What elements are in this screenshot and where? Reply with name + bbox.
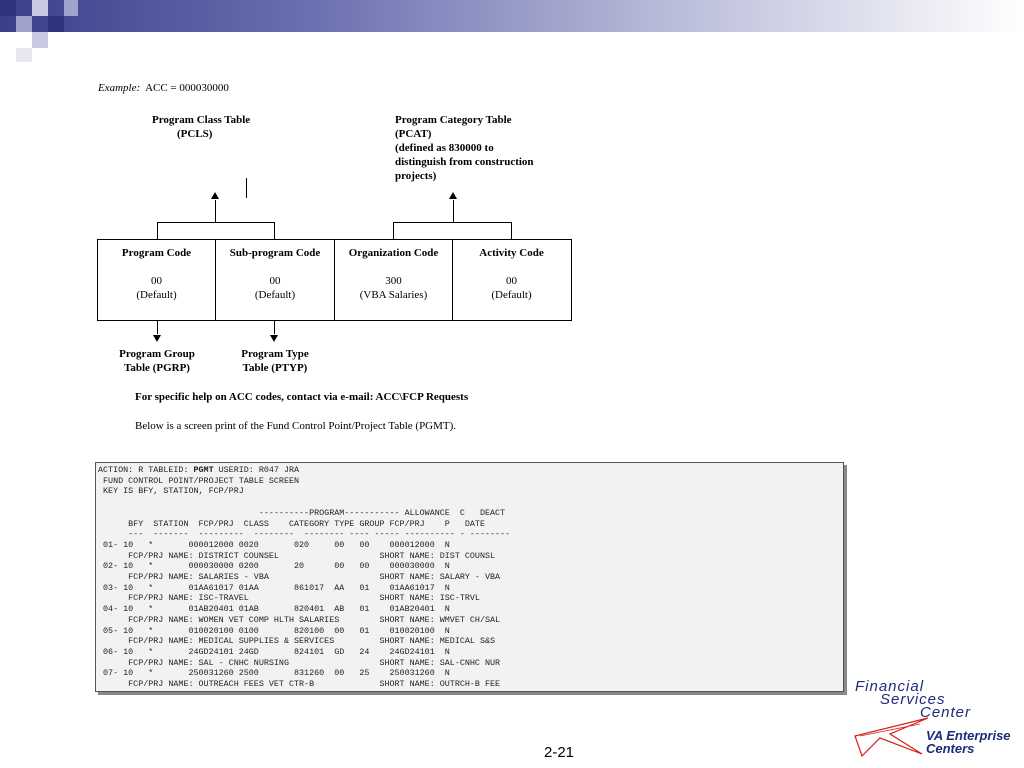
arrow-down-icon (153, 335, 161, 342)
logo-text-center: Center (920, 704, 972, 721)
screen-line: 01- 10 * 000012000 0020 020 00 00 000012000 N (98, 539, 450, 550)
header-gradient-bar (0, 0, 1024, 32)
code-value: 300 (385, 275, 402, 287)
code-cell-organization (335, 246, 452, 302)
pcls-abbrev: (PCLS) (177, 128, 213, 140)
code-cell-program (98, 246, 215, 302)
screen-line: KEY IS BFY, STATION, FCP/PRJ (98, 486, 244, 497)
screen-line: 07- 10 * 250031260 2500 831260 00 25 250031260 N (98, 668, 450, 679)
header-square (32, 32, 48, 48)
code-name: Program Code (121, 247, 192, 259)
arrow-up-icon (211, 192, 219, 199)
code-value: 00 (151, 275, 162, 287)
ptyp-title: Program Type (241, 348, 309, 360)
screen-line: 04- 10 * 01AB20401 01AB 820401 AB 01 01AB20401 N (98, 604, 450, 615)
screen-line: FCP/PRJ NAME: SALARIES - VBA SHORT NAME: SALARY - VBA (98, 572, 501, 583)
logo-text-centers: Centers (926, 741, 975, 756)
screen-line: FCP/PRJ NAME: ISC-TRAVEL SHORT NAME: ISC-TRVL (98, 593, 480, 604)
code-name: Sub-program Code (229, 247, 321, 259)
screen-line (98, 497, 843, 508)
screen-table-id: PGMT (193, 465, 214, 475)
pcls-title: Program Class Table (152, 114, 251, 126)
code-value: 00 (269, 275, 281, 287)
fsc-logo (850, 678, 1020, 758)
screen-line: BFY STATION FCP/PRJ CLASS CATEGORY TYPE GROUP FCP/PRJ P DATE (98, 518, 485, 529)
screen-line: 03- 10 * 01AA61017 01AA 861017 AA 01 01AA61017 N (98, 582, 450, 593)
connector-line (393, 222, 511, 223)
code-name: Activity Code (479, 247, 544, 259)
connector-line (157, 222, 274, 223)
pgrp-abbrev: Table (PGRP) (124, 362, 190, 374)
logo-star-icon (850, 714, 930, 758)
code-name: Organization Code (348, 247, 439, 259)
connector-line (393, 222, 394, 240)
pcat-title: Program Category Table (395, 114, 512, 126)
connector-line (157, 222, 158, 240)
code-note: (Default) (254, 289, 296, 301)
help-text: For specific help on ACC codes, contact via e-mail: ACC\FCP Requests (135, 391, 469, 403)
code-note: (Default) (136, 289, 177, 301)
ptyp-abbrev: Table (PTYP) (242, 362, 308, 374)
ptyp-label (225, 347, 325, 375)
screen-line: FCP/PRJ NAME: OUTREACH FEES VET CTR-B SHORT NAME: OUTRCH-B FEE (98, 679, 501, 690)
example-label: Example: (98, 82, 141, 94)
screen-line: 06- 10 * 24GD24101 24GD 824101 GD 24 24GD24101 N (98, 646, 450, 657)
screen-line: --- ------- --------- -------- -------- ---- ----- ---------- - -------- (98, 529, 511, 540)
header-square (16, 48, 32, 62)
code-cell-activity (453, 246, 570, 302)
example-value: ACC = 000030000 (145, 82, 229, 94)
logo-text-va-enterprise: VA Enterprise (926, 728, 1011, 743)
pcat-def-1: (defined as 830000 to (395, 142, 494, 154)
screen-line: FCP/PRJ NAME: MEDICAL SUPPLIES & SERVICES SHORT NAME: MEDICAL S&S (98, 636, 496, 647)
header-square (64, 0, 78, 16)
connector-line (511, 222, 512, 240)
connector-line (453, 200, 454, 222)
screen-line: FUND CONTROL POINT/PROJECT TABLE SCREEN (98, 475, 300, 486)
connector-line (274, 222, 275, 240)
example-line (98, 81, 229, 95)
code-cell-subprogram (216, 246, 334, 302)
arrow-down-icon (270, 335, 278, 342)
pcat-def-3: projects) (395, 170, 437, 182)
header-square (48, 16, 64, 32)
screen-line: FCP/PRJ NAME: WOMEN VET COMP HLTH SALARIES SHORT NAME: WMVET CH/SAL (98, 614, 501, 625)
arrow-up-icon (449, 192, 457, 199)
logo-text-financial: Financial (855, 678, 925, 695)
pgrp-title: Program Group (119, 348, 195, 360)
connector-line (274, 320, 275, 334)
screen-action-line: ACTION: R TABLEID: PGMT USERID: R047 JRA (98, 465, 300, 475)
screen-body (96, 476, 843, 690)
screen-line: 02- 10 * 000030000 0200 20 00 00 000030000 N (98, 561, 450, 572)
connector-line (215, 200, 216, 222)
pcat-label (395, 113, 565, 183)
code-note: (Default) (491, 289, 532, 301)
screen-line: FCP/PRJ NAME: SAL - CNHC NURSING SHORT NAME: SAL-CNHC NUR (98, 657, 501, 668)
header-square (32, 0, 48, 16)
text-cursor (246, 178, 247, 198)
header-square (16, 16, 32, 32)
screen-line: ----------PROGRAM----------- ALLOWANCE C DEACT (98, 507, 506, 518)
screen-line: FCP/PRJ NAME: DISTRICT COUNSEL SHORT NAME: DIST COUNSL (98, 550, 496, 561)
header-square (0, 0, 16, 16)
screen-line: 05- 10 * 010020100 0100 820100 00 01 010020100 N (98, 625, 450, 636)
code-value: 00 (506, 275, 517, 287)
logo-text-services: Services (880, 691, 946, 708)
pcat-def-2: distinguish from construction (395, 156, 534, 168)
pgmt-screen-print (95, 462, 844, 692)
pcls-label (152, 113, 272, 141)
pgrp-label (105, 347, 209, 375)
pcat-abbrev: (PCAT) (395, 128, 432, 140)
below-text: Below is a screen print of the Fund Control Point/Project Table (PGMT). (135, 420, 457, 432)
connector-line (157, 320, 158, 334)
code-note: (VBA Salaries) (359, 289, 428, 301)
page-number: 2-21 (544, 744, 575, 761)
